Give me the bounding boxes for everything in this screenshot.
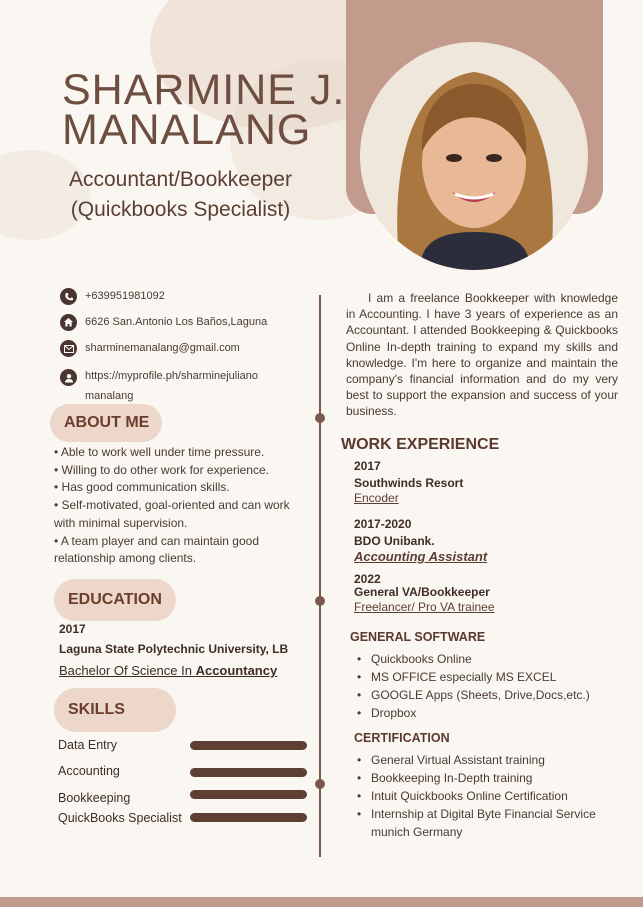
certification-item: • Internship at Digital Byte Financial Service munich Germany (357, 805, 617, 841)
about-item: • Self-motivated, goal-oriented and can work with minimal supervision. (54, 498, 290, 530)
skills-heading-text: SKILLS (68, 701, 125, 718)
about-item: • Willing to do other work for experience. (54, 462, 269, 477)
contact-section (60, 288, 315, 415)
certification-item: • Bookkeeping In-Depth training (357, 769, 617, 787)
job-title-line-2: (Quickbooks Specialist) (70, 198, 291, 221)
work-experience-heading: WORK EXPERIENCE (341, 436, 500, 453)
about-item: • A team player and can maintain good relationship among clients. (54, 533, 260, 566)
job-year: 2017-2020 (354, 517, 412, 531)
job-year: 2022 (354, 572, 381, 586)
education-year: 2017 (59, 622, 86, 636)
certification-list (357, 751, 617, 841)
job-title-line-1: Accountant/Bookkeeper (69, 168, 292, 191)
contact-phone-row (60, 288, 315, 305)
education-entry (59, 621, 288, 678)
skill-label: QuickBooks Specialist (58, 811, 182, 825)
about-me-heading (50, 404, 162, 442)
job-year: 2017 (354, 459, 381, 473)
skill-label: Accounting (58, 764, 120, 778)
degree-major: Accountancy (195, 663, 278, 678)
degree-prefix: Bachelor Of Science In (59, 663, 196, 678)
job-entry (354, 458, 463, 507)
job-company: BDO Unibank. (354, 534, 435, 548)
certification-item: • General Virtual Assistant training (357, 751, 617, 769)
skills-heading (54, 688, 176, 732)
job-role: Accounting Assistant (354, 549, 488, 564)
job-title (58, 165, 303, 225)
certification-heading: CERTIFICATION (354, 731, 450, 745)
about-me-heading-text: ABOUT ME (64, 414, 150, 431)
software-item: • MS OFFICE especially MS EXCEL (357, 668, 590, 686)
contact-email-row (60, 340, 315, 357)
skill-label: Data Entry (58, 738, 118, 752)
software-item: • GOOGLE Apps (Sheets, Drive,Docs,etc.) (357, 686, 590, 704)
timeline-divider (319, 295, 321, 857)
software-item: • Dropbox (357, 704, 590, 722)
certification-item: • Intuit Quickbooks Online Certification (357, 787, 617, 805)
job-company: Southwinds Resort (354, 476, 464, 490)
phone-icon (60, 288, 77, 305)
skill-bar (190, 768, 307, 777)
name-line-2: MANALANG (62, 106, 312, 154)
skill-bar (190, 790, 307, 799)
home-icon (60, 314, 77, 331)
timeline-dot (315, 596, 325, 606)
profile-link-line-1: https://myprofile.ph/sharminejuliano (85, 370, 259, 382)
user-icon (60, 369, 77, 386)
profile-summary: I am a freelance Bookkeeper with knowledge in Accounting. I have 3 years of experience as an Accountant. I attended Bookkeeping & Quickbooks Online In-depth training to expand my skills and knowledge. I'm here to organize and maintain the company's financial information and do my very best to support the expansion and success of your business. (346, 291, 618, 419)
profile-photo-illustration (360, 42, 588, 270)
phone-number: +639951981092 (85, 290, 165, 302)
job-role: Encoder (354, 491, 399, 505)
profile-link-line-2: manalang (85, 390, 134, 402)
job-entry (354, 572, 495, 616)
profile-photo (360, 42, 588, 270)
skill-label: Bookkeeping (58, 791, 131, 805)
about-item: • Has good communication skills. (54, 480, 230, 495)
job-role: Freelancer/ Pro VA trainee (354, 600, 495, 614)
name-line-1: SHARMINE J. (62, 66, 346, 114)
address: 6626 San.Antonio Los Baños,Laguna (85, 316, 268, 328)
education-school: Laguna State Polytechnic University, LB (59, 642, 289, 656)
about-me-list (54, 444, 312, 568)
timeline-dot (315, 779, 325, 789)
email-address[interactable]: sharminemanalang@gmail.com (85, 342, 240, 354)
job-company: General VA/Bookkeeper (354, 585, 490, 599)
general-software-heading: GENERAL SOFTWARE (350, 630, 486, 644)
mail-icon (60, 340, 77, 357)
job-entry (354, 516, 487, 565)
profile-link[interactable] (85, 366, 258, 406)
timeline-dot (315, 413, 325, 423)
contact-website-row (60, 366, 315, 406)
footer-bar (0, 897, 643, 907)
education-heading-text: EDUCATION (68, 591, 162, 608)
skill-bar (190, 741, 307, 750)
contact-address-row (60, 314, 315, 331)
software-item: • Quickbooks Online (357, 650, 590, 668)
education-degree (59, 663, 288, 678)
candidate-name (62, 66, 346, 154)
education-heading (54, 579, 176, 621)
software-list (357, 650, 590, 722)
skill-bar (190, 813, 307, 822)
about-item: • Able to work well under time pressure. (54, 445, 265, 459)
